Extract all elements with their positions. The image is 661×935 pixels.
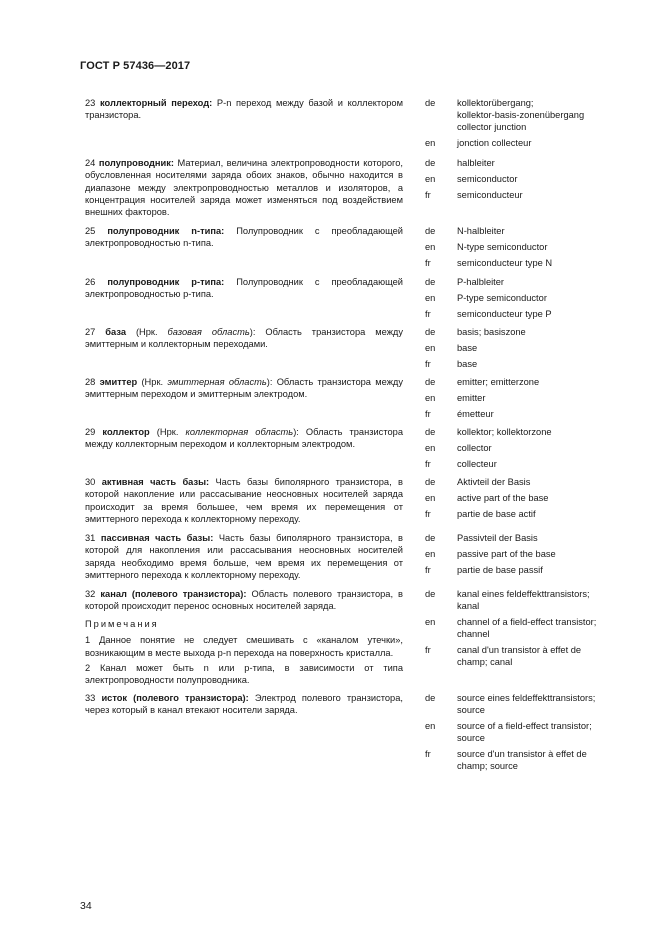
note-1: 1 Данное понятие не следует смешивать с «каналом утечки», возникающим в месте выхода p-n перехода на поверхность кристалла.: [85, 635, 403, 658]
page-number: 34: [80, 900, 92, 912]
notes-title: Примечания: [85, 619, 159, 629]
definition: 27 база (Нрк. базовая область): Область транзистора между эмиттерным и коллекторным переходами.: [85, 327, 404, 350]
definition: 31 пассивная часть базы: Часть базы биполярного транзистора, в которой для накопления или рассасывания неосновных носителей заряда необходимо время больше, чем время их перемещения от эмиттерного перехода к коллекторному переходу.: [85, 533, 403, 580]
definition: 25 полупроводник n-типа: Полупроводник с преобладающей электропроводностью n-типа.: [85, 226, 403, 249]
note-2: 2 Канал может быть n или p-типа, в зависимости от типа электропроводности полупроводника.: [85, 662, 403, 686]
notes-block: [85, 618, 403, 686]
definition: 23 коллекторный переход: P-n переход между базой и коллектором транзистора.: [85, 98, 403, 121]
definition: 24 полупроводник: Материал, величина электропроводности которого, обусловленная носителями заряда обоих знаков, обычно находится в диапазоне между электропроводностью металлов и изоляторов, а концентрация носителей заряда может изменяться под воздействием внешних факторов.: [85, 158, 403, 218]
definition: 30 активная часть базы: Часть базы биполярного транзистора, в которой накопление или рассасывание неосновных носителей заряда происходит за время большее, чем время их перемещения от эмиттерного перехода к коллекторному переходу.: [85, 477, 403, 524]
definition: 29 коллектор (Нрк. коллекторная область): Область транзистора между коллекторным переходом и коллекторным электродом.: [85, 427, 403, 450]
document-header: ГОСТ Р 57436—2017: [80, 60, 191, 72]
definition: 28 эмиттер (Нрк. эмиттерная область): Область транзистора между эмиттерным переходом и эмиттерным электродом.: [85, 377, 403, 400]
definition: 32 канал (полевого транзистора): Область полевого транзистора, в которой происходит перенос основных носителей заряда.: [85, 589, 403, 612]
definition: 33 исток (полевого транзистора): Электрод полевого транзистора, через который в канал втекают носители заряда.: [85, 693, 403, 716]
definition: 26 полупроводник p-типа: Полупроводник с преобладающей электропроводностью p-типа.: [85, 277, 403, 300]
